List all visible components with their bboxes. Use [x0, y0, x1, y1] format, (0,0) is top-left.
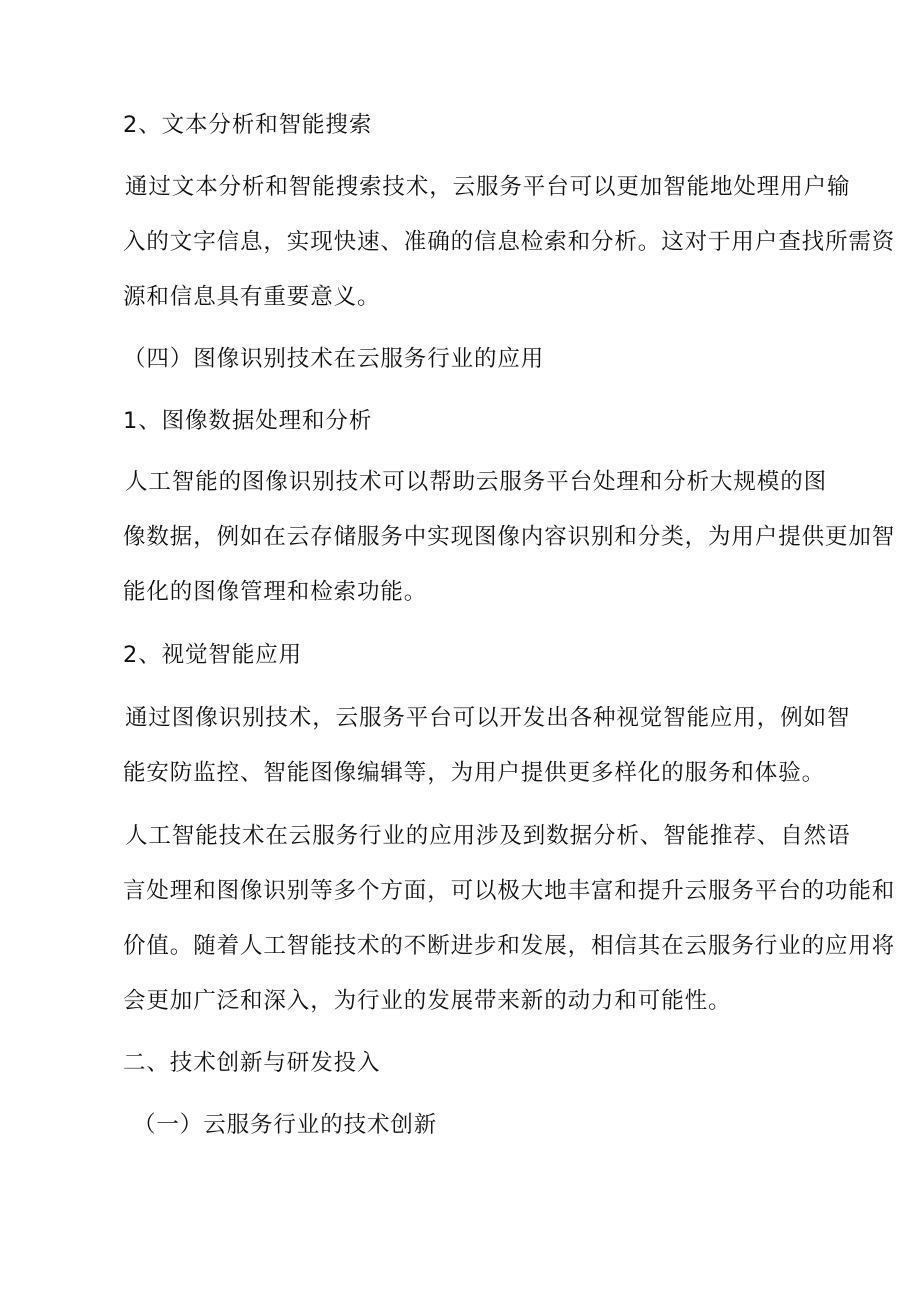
heading-line: 2、文本分析和智能搜索 — [123, 112, 373, 138]
paragraph-line: 人工智能技术在云服务行业的应用涉及到数据分析、智能推荐、自然语 — [125, 823, 851, 849]
heading-line: 1、图像数据处理和分析 — [123, 408, 373, 434]
paragraph-line: 会更加广泛和深入，为行业的发展带来新的动力和可能性。 — [123, 988, 732, 1014]
heading-line: （一）云服务行业的技术创新 — [133, 1112, 438, 1138]
paragraph-line: 入的文字信息，实现快速、准确的信息检索和分析。这对于用户查找所需资 — [123, 229, 896, 255]
paragraph-line: 能化的图像管理和检索功能。 — [123, 579, 428, 605]
heading-line: 2、视觉智能应用 — [123, 642, 303, 668]
heading-line: （四）图像识别技术在云服务行业的应用 — [123, 346, 545, 372]
paragraph-line: 价值。随着人工智能技术的不断进步和发展，相信其在云服务行业的应用将 — [123, 933, 896, 959]
paragraph-line: 像数据，例如在云存储服务中实现图像内容识别和分类，为用户提供更加智 — [123, 524, 896, 550]
paragraph-line: 人工智能的图像识别技术可以帮助云服务平台处理和分析大规模的图 — [125, 469, 828, 495]
paragraph-line: 源和信息具有重要意义。 — [123, 284, 381, 310]
paragraph-line: 言处理和图像识别等多个方面，可以极大地丰富和提升云服务平台的功能和 — [123, 878, 896, 904]
paragraph-line: 能安防监控、智能图像编辑等，为用户提供更多样化的服务和体验。 — [123, 760, 826, 786]
paragraph-line: 通过文本分析和智能搜索技术，云服务平台可以更加智能地处理用户输 — [125, 174, 851, 200]
paragraph-line: 通过图像识别技术，云服务平台可以开发出各种视觉智能应用，例如智 — [125, 705, 851, 731]
heading-line: 二、技术创新与研发投入 — [123, 1050, 381, 1076]
